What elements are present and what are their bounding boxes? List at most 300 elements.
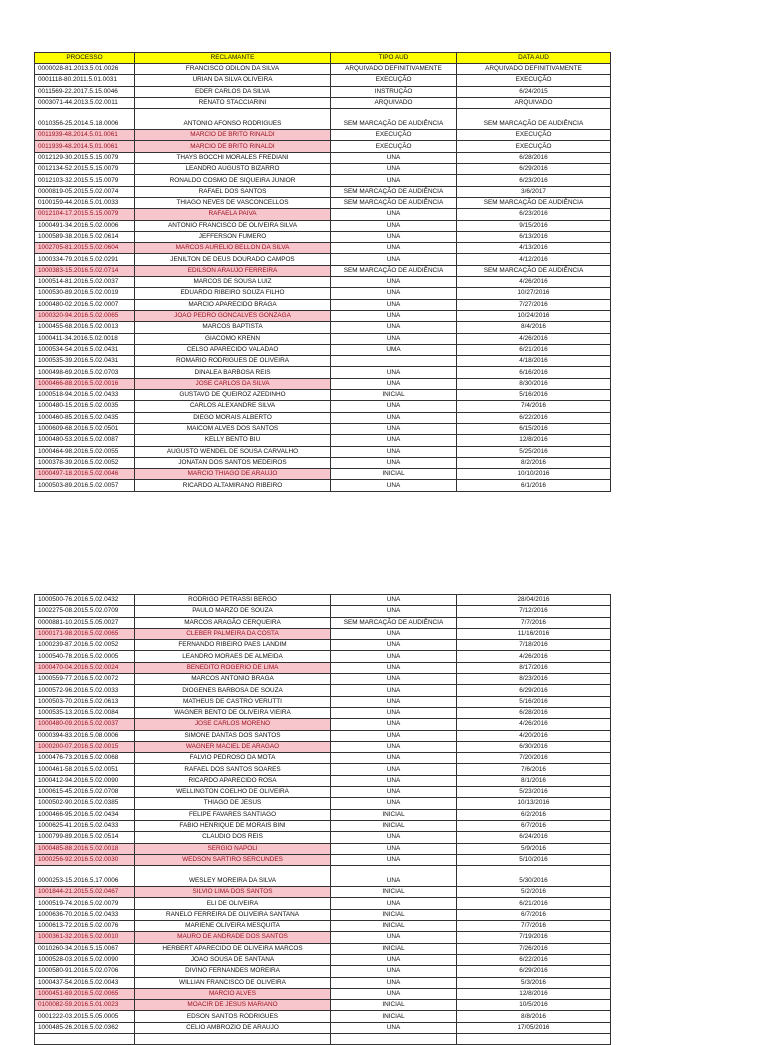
processo-cell: 0012104-17.2015.5.15.0079 [35, 209, 135, 220]
tipo-aud-cell: UNA [331, 674, 457, 685]
data-aud-cell: 6/22/2016 [457, 954, 611, 965]
processo-cell: 1000239-87.2016.5.02.0052 [35, 640, 135, 651]
table-row [35, 322, 611, 333]
table-row [35, 75, 611, 86]
data-aud-cell: 8/1/2016 [457, 775, 611, 786]
tipo-aud-cell: INICIAL [331, 809, 457, 820]
tipo-aud-cell: UNA [331, 932, 457, 943]
data-aud-cell: 17/05/2016 [457, 1022, 611, 1033]
table-row [35, 446, 611, 457]
tipo-aud-cell: UNA [331, 764, 457, 775]
reclamante-cell: RENATO STACCIARINI [135, 97, 331, 108]
tipo-aud-cell: UNA [331, 412, 457, 423]
data-aud-cell: 6/29/2016 [457, 966, 611, 977]
data-aud-cell: 6/13/2016 [457, 231, 611, 242]
data-aud-cell: EXECUÇÃO [457, 141, 611, 152]
tipo-aud-cell: UNA [331, 954, 457, 965]
data-aud-cell: 6/7/2016 [457, 820, 611, 831]
table-row [35, 288, 611, 299]
table-row [35, 662, 611, 673]
processo-cell: 0011569-22.2017.5.15.0046 [35, 86, 135, 97]
table-row [35, 457, 611, 468]
processo-cell: 1000625-41.2016.5.02.0433 [35, 820, 135, 831]
data-aud-cell: 8/8/2016 [457, 1011, 611, 1022]
data-aud-cell: 6/1/2016 [457, 480, 611, 491]
table-row [35, 843, 611, 854]
processo-cell: 0000394-83.2016.5.08.0006 [35, 730, 135, 741]
table-row [35, 344, 611, 355]
table-row [35, 966, 611, 977]
data-aud-cell: 6/16/2016 [457, 367, 611, 378]
reclamante-cell: MARCOS BAPTISTA [135, 322, 331, 333]
data-aud-cell: 4/26/2016 [457, 719, 611, 730]
tipo-aud-cell: UNA [331, 696, 457, 707]
header-data-aud: DATA AUD [457, 53, 611, 64]
table-row [35, 86, 611, 97]
tipo-aud-cell: UNA [331, 367, 457, 378]
processo-cell: 1000502-90.2016.5.02.0385 [35, 798, 135, 809]
processo-cell: 1000503-70.2016.5.02.0613 [35, 696, 135, 707]
data-aud-cell: SEM MARCAÇÃO DE AUDIÊNCIA [457, 197, 611, 208]
tipo-aud-cell: UNA [331, 628, 457, 639]
tipo-aud-cell: ARQUIVADO [331, 97, 457, 108]
data-aud-cell: 10/10/2016 [457, 469, 611, 480]
table-row [35, 469, 611, 480]
processo-cell: 1000480-02.2016.5.02.0007 [35, 299, 135, 310]
data-aud-cell: 4/26/2016 [457, 651, 611, 662]
tipo-aud-cell: SEM MARCAÇÃO DE AUDIÊNCIA [331, 197, 457, 208]
data-aud-cell: 7/20/2016 [457, 753, 611, 764]
table-row [35, 186, 611, 197]
processo-cell: 1000500-76.2016.5.02.0432 [35, 595, 135, 606]
processo-cell: 0000253-15.2016.5.17.0006 [35, 866, 135, 887]
processo-cell: 1000480-53.2016.5.02.0087 [35, 435, 135, 446]
table-row [35, 164, 611, 175]
tipo-aud-cell: UNA [331, 277, 457, 288]
reclamante-cell: FERNANDO RIBEIRO PAES LANDIM [135, 640, 331, 651]
processo-cell: 0000819-05.2015.5.02.0074 [35, 186, 135, 197]
data-aud-cell: 8/2/2016 [457, 457, 611, 468]
data-aud-cell: 7/4/2016 [457, 401, 611, 412]
reclamante-cell: WILLIAN FRANCISCO DE OLIVEIRA [135, 977, 331, 988]
table-row [35, 787, 611, 798]
reclamante-cell: MARCOS ANTONIO BRAGA [135, 674, 331, 685]
reclamante-cell: GIACOMO KRENN [135, 333, 331, 344]
tipo-aud-cell: UNA [331, 1022, 457, 1033]
table-row [35, 809, 611, 820]
reclamante-cell: KELLY BENTO BIU [135, 435, 331, 446]
tipo-aud-cell: INICIAL [331, 1000, 457, 1011]
table-row [35, 887, 611, 898]
process-table-2 [34, 594, 611, 1045]
table-row [35, 423, 611, 434]
data-aud-cell: 6/24/2016 [457, 832, 611, 843]
table-row [35, 595, 611, 606]
table-row [35, 401, 611, 412]
data-aud-cell: 8/23/2016 [457, 674, 611, 685]
data-aud-cell: 5/10/2016 [457, 854, 611, 865]
reclamante-cell: RONALDO COSMO DE SIQUEIRA JUNIOR [135, 175, 331, 186]
processo-cell: 0100159-44.2016.5.01.0033 [35, 197, 135, 208]
processo-cell: 1002705-81.2015.5.02.0604 [35, 243, 135, 254]
data-aud-cell: SEM MARCAÇÃO DE AUDIÊNCIA [457, 265, 611, 276]
processo-cell: 1000320-94.2016.5.02.0065 [35, 310, 135, 321]
data-aud-cell: 6/21/2016 [457, 344, 611, 355]
reclamante-cell: CARLOS ALEXANDRE SILVA [135, 401, 331, 412]
table-row [35, 719, 611, 730]
reclamante-cell: MARCIO ALVES [135, 988, 331, 999]
table-row [35, 64, 611, 75]
reclamante-cell: PAULO MARZO DE SOUZA [135, 606, 331, 617]
processo-cell: 1000514-81.2016.5.02.0037 [35, 277, 135, 288]
table-row [35, 152, 611, 163]
reclamante-cell: DINALEA BARBOSA REIS [135, 367, 331, 378]
tipo-aud-cell: SEM MARCAÇÃO DE AUDIÊNCIA [331, 109, 457, 130]
tipo-aud-cell: UNA [331, 423, 457, 434]
processo-cell: 1000412-94.2016.5.02.0090 [35, 775, 135, 786]
reclamante-cell: MARCIO DE BRITO RINALDI [135, 141, 331, 152]
processo-cell: 1000411-34.2016.5.02.0018 [35, 333, 135, 344]
table-body-1 [35, 64, 611, 492]
reclamante-cell: MARCOS AURELIO BELLON DA SILVA [135, 243, 331, 254]
processo-cell: 0003071-44.2013.5.02.0011 [35, 97, 135, 108]
tipo-aud-cell: UNA [331, 775, 457, 786]
data-aud-cell: 6/23/2016 [457, 175, 611, 186]
data-aud-cell: 4/26/2016 [457, 333, 611, 344]
tipo-aud-cell: INICIAL [331, 921, 457, 932]
tipo-aud-cell: UNA [331, 401, 457, 412]
reclamante-cell: FALVIO PEDROSO DA MOTA [135, 753, 331, 764]
data-aud-cell: 10/24/2016 [457, 310, 611, 321]
table-row [35, 977, 611, 988]
processo-cell: 1000383-15.2016.5.02.0714 [35, 265, 135, 276]
processo-cell: 0012103-32.2015.5.15.0079 [35, 175, 135, 186]
table-row [35, 617, 611, 628]
table-row [35, 130, 611, 141]
table-row [35, 764, 611, 775]
reclamante-cell: ANTONIO FRANCISCO DE OLIVEIRA SILVA [135, 220, 331, 231]
data-aud-cell: 9/15/2016 [457, 220, 611, 231]
reclamante-cell: JOSE CARLOS DA SILVA [135, 378, 331, 389]
processo-cell: 1000470-04.2016.5.02.0024 [35, 662, 135, 673]
tipo-aud-cell: UNA [331, 480, 457, 491]
reclamante-cell: WAGNER MACIEL DE ARAGAO [135, 741, 331, 752]
processo-cell: 1000535-39.2016.5.02.0431 [35, 356, 135, 367]
table-row [35, 932, 611, 943]
table-row [35, 333, 611, 344]
reclamante-cell: JENILTON DE DEUS DOURADO CAMPOS [135, 254, 331, 265]
processo-cell: 1000540-78.2016.5.02.0005 [35, 651, 135, 662]
table-row [35, 921, 611, 932]
processo-cell: 0001222-03.2015.5.05.0005 [35, 1011, 135, 1022]
processo-cell: 1000498-69.2016.5.02.0703 [35, 367, 135, 378]
tipo-aud-cell: UNA [331, 310, 457, 321]
data-aud-cell: 6/15/2016 [457, 423, 611, 434]
reclamante-cell: MOACIR DE JESUS MARIANO [135, 1000, 331, 1011]
tipo-aud-cell: EXECUÇÃO [331, 141, 457, 152]
table-row [35, 775, 611, 786]
tipo-aud-cell: UNA [331, 988, 457, 999]
processo-cell: 1000480-15.2016.5.02.0035 [35, 401, 135, 412]
processo-cell: 0000028-81.2013.5.01.0026 [35, 64, 135, 75]
tipo-aud-cell: UNA [331, 787, 457, 798]
table-row [35, 97, 611, 108]
reclamante-cell: JOSE CARLOS MORENO [135, 719, 331, 730]
data-aud-cell: 4/13/2016 [457, 243, 611, 254]
table-body-2 [35, 595, 611, 1045]
reclamante-cell: JONATAN DOS SANTOS MEDEIROS [135, 457, 331, 468]
processo-cell: 1000451-69.2016.5.02.0065 [35, 988, 135, 999]
table-row [35, 480, 611, 491]
table-row [35, 254, 611, 265]
reclamante-cell: WELLINGTON COELHO DE OLIVEIRA [135, 787, 331, 798]
reclamante-cell: MARCOS DE SOUSA LUIZ [135, 277, 331, 288]
processo-cell: 0011939-48.2014.5.01.0061 [35, 130, 135, 141]
reclamante-cell: THIAGO NEVES DE VASCONCELLOS [135, 197, 331, 208]
data-aud-cell: 6/22/2016 [457, 412, 611, 423]
tipo-aud-cell: UNA [331, 741, 457, 752]
processo-cell: 1000480-09.2016.5.02.0037 [35, 719, 135, 730]
reclamante-cell: WESLEY MOREIRA DA SILVA [135, 866, 331, 887]
processo-cell: 0010356-25.2014.5.18.0006 [35, 109, 135, 130]
table-row [35, 696, 611, 707]
data-aud-cell: 7/26/2016 [457, 943, 611, 954]
tipo-aud-cell: UNA [331, 977, 457, 988]
table-row [35, 685, 611, 696]
reclamante-cell: WAGNER BENTO DE OLIVEIRA VIEIRA [135, 707, 331, 718]
tipo-aud-cell: UNA [331, 288, 457, 299]
tipo-aud-cell: UNA [331, 254, 457, 265]
tipo-aud-cell: SEM MARCAÇÃO DE AUDIÊNCIA [331, 265, 457, 276]
table-row [35, 954, 611, 965]
tipo-aud-cell: INICIAL [331, 390, 457, 401]
tipo-aud-cell: UNA [331, 898, 457, 909]
table-row [35, 220, 611, 231]
data-aud-cell: 5/9/2016 [457, 843, 611, 854]
tipo-aud-cell: UNA [331, 435, 457, 446]
table-row [35, 378, 611, 389]
table-row [35, 310, 611, 321]
processo-cell: 1000461-58.2016.5.02.0051 [35, 764, 135, 775]
processo-cell: 1000491-34.2016.5.02.0006 [35, 220, 135, 231]
tipo-aud-cell: UNA [331, 457, 457, 468]
reclamante-cell: JOAO PEDRO GONCALVES GONZAGA [135, 310, 331, 321]
processo-cell: 1000256-92.2016.5.02.0030 [35, 854, 135, 865]
processo-cell: 1000613-72.2016.5.02.0076 [35, 921, 135, 932]
processo-cell: 1000528-03.2016.5.02.0090 [35, 954, 135, 965]
data-aud-cell: ARQUIVADO DEFINITIVAMENTE [457, 64, 611, 75]
tipo-aud-cell: UNA [331, 243, 457, 254]
tipo-aud-cell: UNA [331, 730, 457, 741]
tipo-aud-cell: UNA [331, 640, 457, 651]
reclamante-cell: FELIPE FAVARES SANTIAGO [135, 809, 331, 820]
header-tipo-aud: TIPO AUD [331, 53, 457, 64]
reclamante-cell: MARCIO DE BRITO RINALDI [135, 130, 331, 141]
tipo-aud-cell: UNA [331, 164, 457, 175]
processo-cell: 1000378-39.2016.5.02.0052 [35, 457, 135, 468]
tipo-aud-cell [331, 356, 457, 367]
table-row [35, 898, 611, 909]
reclamante-cell: RANELO FERREIRA DE OLIVEIRA SANTANA [135, 909, 331, 920]
tipo-aud-cell: UNA [331, 299, 457, 310]
processo-cell: 0012134-52.2015.5.15.0079 [35, 164, 135, 175]
table-row [35, 606, 611, 617]
data-aud-cell: 6/21/2016 [457, 898, 611, 909]
reclamante-cell: MARIENE OLIVEIRA MESQUITA [135, 921, 331, 932]
data-aud-cell [457, 1033, 611, 1044]
reclamante-cell: EDILSON ARAUJO FERREIRA [135, 265, 331, 276]
reclamante-cell: SERGIO NAPOLI [135, 843, 331, 854]
processo-cell: 1000200-07.2016.5.02.0015 [35, 741, 135, 752]
data-aud-cell: 5/16/2016 [457, 696, 611, 707]
processo-cell: 1000530-89.2016.5.02.0019 [35, 288, 135, 299]
tipo-aud-cell: INICIAL [331, 943, 457, 954]
table-row [35, 141, 611, 152]
data-aud-cell: EXECUÇÃO [457, 75, 611, 86]
tipo-aud-cell: UNA [331, 152, 457, 163]
table-row [35, 367, 611, 378]
data-aud-cell: 7/6/2016 [457, 764, 611, 775]
reclamante-cell: URIAN DA SILVA OLIVEIRA [135, 75, 331, 86]
reclamante-cell: EDER CARLOS DA SILVA [135, 86, 331, 97]
reclamante-cell: MAURO DE ANDRADE DOS SANTOS [135, 932, 331, 943]
data-aud-cell: 3/6/2017 [457, 186, 611, 197]
table-row [35, 909, 611, 920]
reclamante-cell: LEANDRO MORAES DE ALMEIDA [135, 651, 331, 662]
reclamante-cell: RAFAEL DOS SANTOS SOARES [135, 764, 331, 775]
table-row [35, 741, 611, 752]
table-row [35, 651, 611, 662]
reclamante-cell: MAICOM ALVES DOS SANTOS [135, 423, 331, 434]
reclamante-cell: CELSO APARECIDO VALADAO [135, 344, 331, 355]
data-aud-cell: 12/8/2016 [457, 435, 611, 446]
reclamante-cell: DIVINO FERNANDES MOREIRA [135, 966, 331, 977]
tipo-aud-cell: UNA [331, 209, 457, 220]
reclamante-cell: LEANDRO AUGUSTO BIZARRO [135, 164, 331, 175]
table-row [35, 356, 611, 367]
tipo-aud-cell: INICIAL [331, 469, 457, 480]
reclamante-cell: RICARDO ALTAMIRANO RIBEIRO [135, 480, 331, 491]
reclamante-cell: FRANCISCO ODILON DA SILVA [135, 64, 331, 75]
reclamante-cell: SIMONE DANTAS DOS SANTOS [135, 730, 331, 741]
table-row [35, 1033, 611, 1044]
data-aud-cell: SEM MARCAÇÃO DE AUDIÊNCIA [457, 109, 611, 130]
tipo-aud-cell: SEM MARCAÇÃO DE AUDIÊNCIA [331, 186, 457, 197]
tipo-aud-cell: INSTRUÇÃO [331, 86, 457, 97]
table-row [35, 175, 611, 186]
tipo-aud-cell: UMA [331, 344, 457, 355]
tipo-aud-cell: INICIAL [331, 909, 457, 920]
reclamante-cell: CLAUDIO DOS REIS [135, 832, 331, 843]
reclamante-cell: JOAO SOUSA DE SANTANA [135, 954, 331, 965]
reclamante-cell: THIAGO DE JESUS [135, 798, 331, 809]
reclamante-cell: THAYS BOCCHI MORALES FREDIANI [135, 152, 331, 163]
data-aud-cell: 6/24/2015 [457, 86, 611, 97]
reclamante-cell: WEDSON SARTIRO SERCUNDES [135, 854, 331, 865]
reclamante-cell: JEFFERSON FUMERO [135, 231, 331, 242]
process-table-1 [34, 52, 611, 492]
data-aud-cell: 8/30/2016 [457, 378, 611, 389]
tipo-aud-cell: INICIAL [331, 820, 457, 831]
processo-cell: 1001844-21.2015.5.02.0467 [35, 887, 135, 898]
reclamante-cell: RICARDO APARECIDO ROSA [135, 775, 331, 786]
processo-cell: 1000485-88.2016.5.02.0018 [35, 843, 135, 854]
tipo-aud-cell: UNA [331, 606, 457, 617]
table-row [35, 1000, 611, 1011]
table-row [35, 299, 611, 310]
table-row [35, 277, 611, 288]
data-aud-cell: 5/23/2016 [457, 787, 611, 798]
table-row [35, 854, 611, 865]
tipo-aud-cell: INICIAL [331, 1011, 457, 1022]
processo-cell: 1000455-68.2016.5.02.0013 [35, 322, 135, 333]
reclamante-cell: MARCOS ARAGÃO CERQUEIRA [135, 617, 331, 628]
table-row [35, 798, 611, 809]
data-aud-cell: 5/16/2016 [457, 390, 611, 401]
tipo-aud-cell: UNA [331, 378, 457, 389]
table-row [35, 243, 611, 254]
data-aud-cell: 28/04/2016 [457, 595, 611, 606]
tipo-aud-cell: UNA [331, 719, 457, 730]
data-aud-cell: 6/23/2016 [457, 209, 611, 220]
processo-cell: 1000171-98.2016.5.02.0065 [35, 628, 135, 639]
processo-cell: 1000497-18.2016.5.02.0046 [35, 469, 135, 480]
reclamante-cell: RAFAELA PAIVA [135, 209, 331, 220]
processo-cell: 1000636-70.2016.5.02.0433 [35, 909, 135, 920]
data-aud-cell: 11/16/2016 [457, 628, 611, 639]
data-aud-cell: 6/28/2016 [457, 152, 611, 163]
reclamante-cell: EDUARDO RIBEIRO SOUZA FILHO [135, 288, 331, 299]
processo-cell: 1000615-45.2016.5.02.0708 [35, 787, 135, 798]
tipo-aud-cell: UNA [331, 966, 457, 977]
reclamante-cell: EDSON SANTOS RODRIGUES [135, 1011, 331, 1022]
table-row [35, 820, 611, 831]
header-reclamante: RECLAMANTE [135, 53, 331, 64]
tipo-aud-cell: UNA [331, 685, 457, 696]
data-aud-cell: 7/7/2016 [457, 921, 611, 932]
data-aud-cell: 5/3/2016 [457, 977, 611, 988]
reclamante-cell: RODRIGO PETRASSI BERGO [135, 595, 331, 606]
tipo-aud-cell: UNA [331, 175, 457, 186]
table-row [35, 231, 611, 242]
data-aud-cell: 7/27/2016 [457, 299, 611, 310]
tipo-aud-cell: UNA [331, 651, 457, 662]
tipo-aud-cell: EXECUÇÃO [331, 130, 457, 141]
table-row [35, 265, 611, 276]
processo-cell: 1000519-74.2016.5.02.0079 [35, 898, 135, 909]
table-row [35, 435, 611, 446]
data-aud-cell: 6/29/2016 [457, 685, 611, 696]
processo-cell: 0001118-80.2011.5.01.0031 [35, 75, 135, 86]
table-row [35, 209, 611, 220]
tipo-aud-cell: UNA [331, 231, 457, 242]
tipo-aud-cell: UNA [331, 333, 457, 344]
processo-cell: 1000476-73.2016.5.02.0068 [35, 753, 135, 764]
table-row [35, 1011, 611, 1022]
header-processo: PROCESSO [35, 53, 135, 64]
processo-cell: 1000518-94.2016.5.02.0433 [35, 390, 135, 401]
reclamante-cell: MARCIO APARECIDO BRAGA [135, 299, 331, 310]
reclamante-cell: ANTONIO AFONSO RODRIGUES [135, 109, 331, 130]
tipo-aud-cell: UNA [331, 854, 457, 865]
table-row [35, 412, 611, 423]
tipo-aud-cell: UNA [331, 753, 457, 764]
data-aud-cell: ARQUIVADO [457, 97, 611, 108]
processo-cell: 0000881-10.2015.5.05.0027 [35, 617, 135, 628]
table-row [35, 832, 611, 843]
tipo-aud-cell: UNA [331, 798, 457, 809]
processo-cell: 1000503-89.2016.5.02.0057 [35, 480, 135, 491]
